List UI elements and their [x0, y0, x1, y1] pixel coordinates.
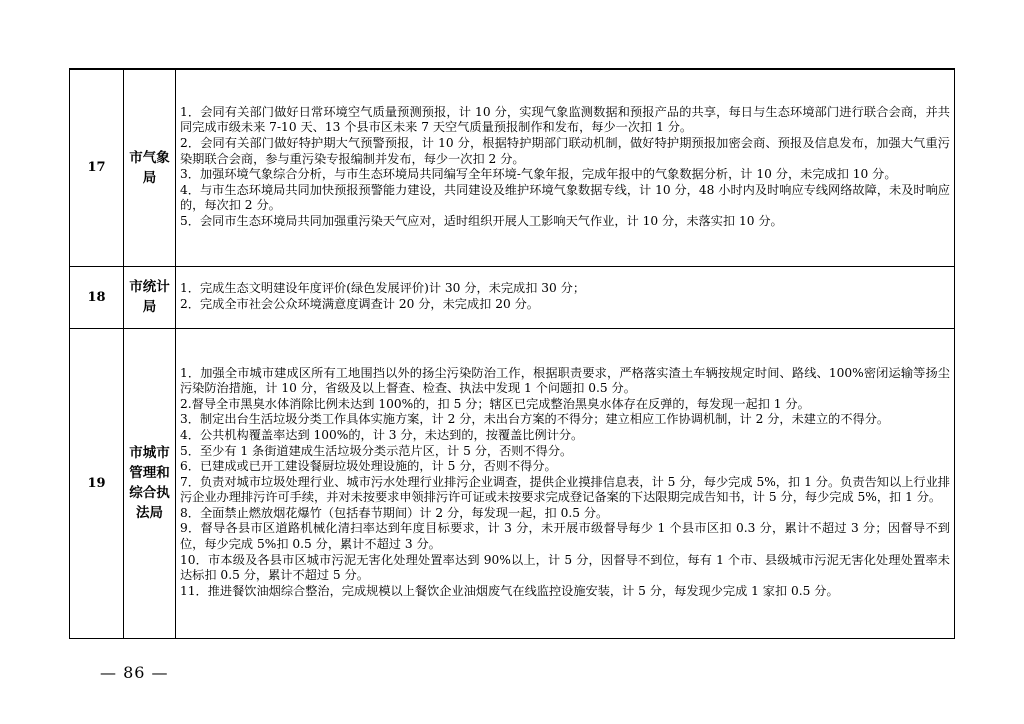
row-number: 18	[70, 266, 124, 328]
row-number: 17	[70, 69, 124, 266]
content-item: 2．完成全市社会公众环境满意度调查计 20 分，未完成扣 20 分。	[180, 296, 539, 311]
table-row	[70, 266, 955, 328]
row-number: 19	[70, 328, 124, 638]
content-item: 4．公共机构覆盖率达到 100%的，计 3 分，未达到的，按覆盖比例计分。	[180, 427, 584, 442]
content-item: 5．至少有 1 条街道建成生活垃圾分类示范片区，计 5 分，否则不得分。	[180, 443, 573, 458]
content-item: 8．全面禁止燃放烟花爆竹（包括春节期间）计 2 分，每发现一起，扣 0.5 分。	[180, 505, 609, 520]
department-name: 市气象局	[124, 69, 176, 266]
content-item: 1．完成生态文明建设年度评价(绿色发展评价)计 30 分，未完成扣 30 分；	[180, 280, 586, 295]
content-item: 3．加强环境气象综合分析，与市生态环境局共同编写全年环境-气象年报，完成年报中的气象数据分析，计 10 分，未完成扣 10 分。	[180, 167, 897, 182]
assessment-table	[69, 68, 955, 639]
department-name: 市城市管理和综合执法局	[124, 328, 176, 638]
content-item: 9．督导各县市区道路机械化清扫率达到年度目标要求，计 3 分，未开展市级督导每少 1 个县市区扣 0.3 分，累计不超过 3 分；因督导不到位，每少完成 5%扣 0.5 分，累计不超过 3 分。	[180, 521, 950, 552]
content-item: 1．加强全市城市建成区所有工地围挡以外的扬尘污染防治工作，根据职责要求，严格落实渣土车辆按规定时间、路线、100%密闭运输等扬尘污染防治措施，计 10 分，省级及以上督查、检查、执法中发现 1 个问题扣 0.5 分。	[180, 365, 950, 396]
department-name: 市统计局	[124, 266, 176, 328]
content-item: 6．已建成或已开工建设餐厨垃圾处理设施的，计 5 分，否则不得分。	[180, 459, 557, 474]
assessment-content	[176, 266, 955, 328]
assessment-content	[176, 69, 955, 266]
content-item: 1．会同有关部门做好日常环境空气质量预测预报，计 10 分，实现气象监测数据和预报产品的共享，每日与生态环境部门进行联合会商，并共同完成市级未来 7-10 天、13 个县市区未来 7 天空气质量预报制作和发布，每少一次扣 1 分。	[180, 104, 950, 135]
content-item: 2．会同有关部门做好特护期大气预警预报，计 10 分，根据特护期部门联动机制，做好特护期预报加密会商、预报及信息发布，加强大气重污染期联合会商，参与重污染专报编制并发布，每少一次扣 2 分。	[180, 136, 950, 166]
content-item: 2.督导全市黑臭水体消除比例未达到 100%的，扣 5 分；辖区已完成整治黑臭水体存在反弹的，每发现一起扣 1 分。	[180, 396, 810, 411]
content-item: 11．推进餐饮油烟综合整治，完成规模以上餐饮企业油烟废气在线监控设施安装，计 5 分，每发现少完成 1 家扣 0.5 分。	[180, 583, 839, 598]
assessment-content	[176, 328, 955, 638]
content-item: 3．制定出台生活垃圾分类工作具体实施方案，计 2 分，未出台方案的不得分；建立相应工作协调机制，计 2 分，未建立的不得分。	[180, 412, 890, 427]
content-item: 5．会同市生态环境局共同加强重污染天气应对，适时组织开展人工影响天气作业，计 10 分，未落实扣 10 分。	[180, 214, 783, 229]
page-number: — 86 —	[100, 663, 169, 682]
content-item: 4．与市生态环境局共同加快预报预警能力建设，共同建设及维护环境气象数据专线，计 10 分，48 小时内及时响应专线网络故障，未及时响应的，每次扣 2 分。	[180, 182, 950, 213]
table-row	[70, 328, 955, 638]
content-item: 7．负责对城市垃圾处理行业、城市污水处理行业排污企业调查，提供企业摸排信息表，计 5 分，每少完成 5%，扣 1 分。负责告知以上行业排污企业办理排污许可手续，并对未按要求申领排污许可证或未按要求完成登记备案的下达限期完成告知书，计 5 分，每少完成 5%，扣 1 分。	[180, 474, 950, 505]
table-row	[70, 69, 955, 266]
content-item: 10．市本级及各县市区城市污泥无害化处理处置率达到 90%以上，计 5 分，因督导不到位，每有 1 个市、县级城市污泥无害化处理处置率未达标扣 0.5 分，累计不超过 5 分。	[180, 552, 950, 583]
